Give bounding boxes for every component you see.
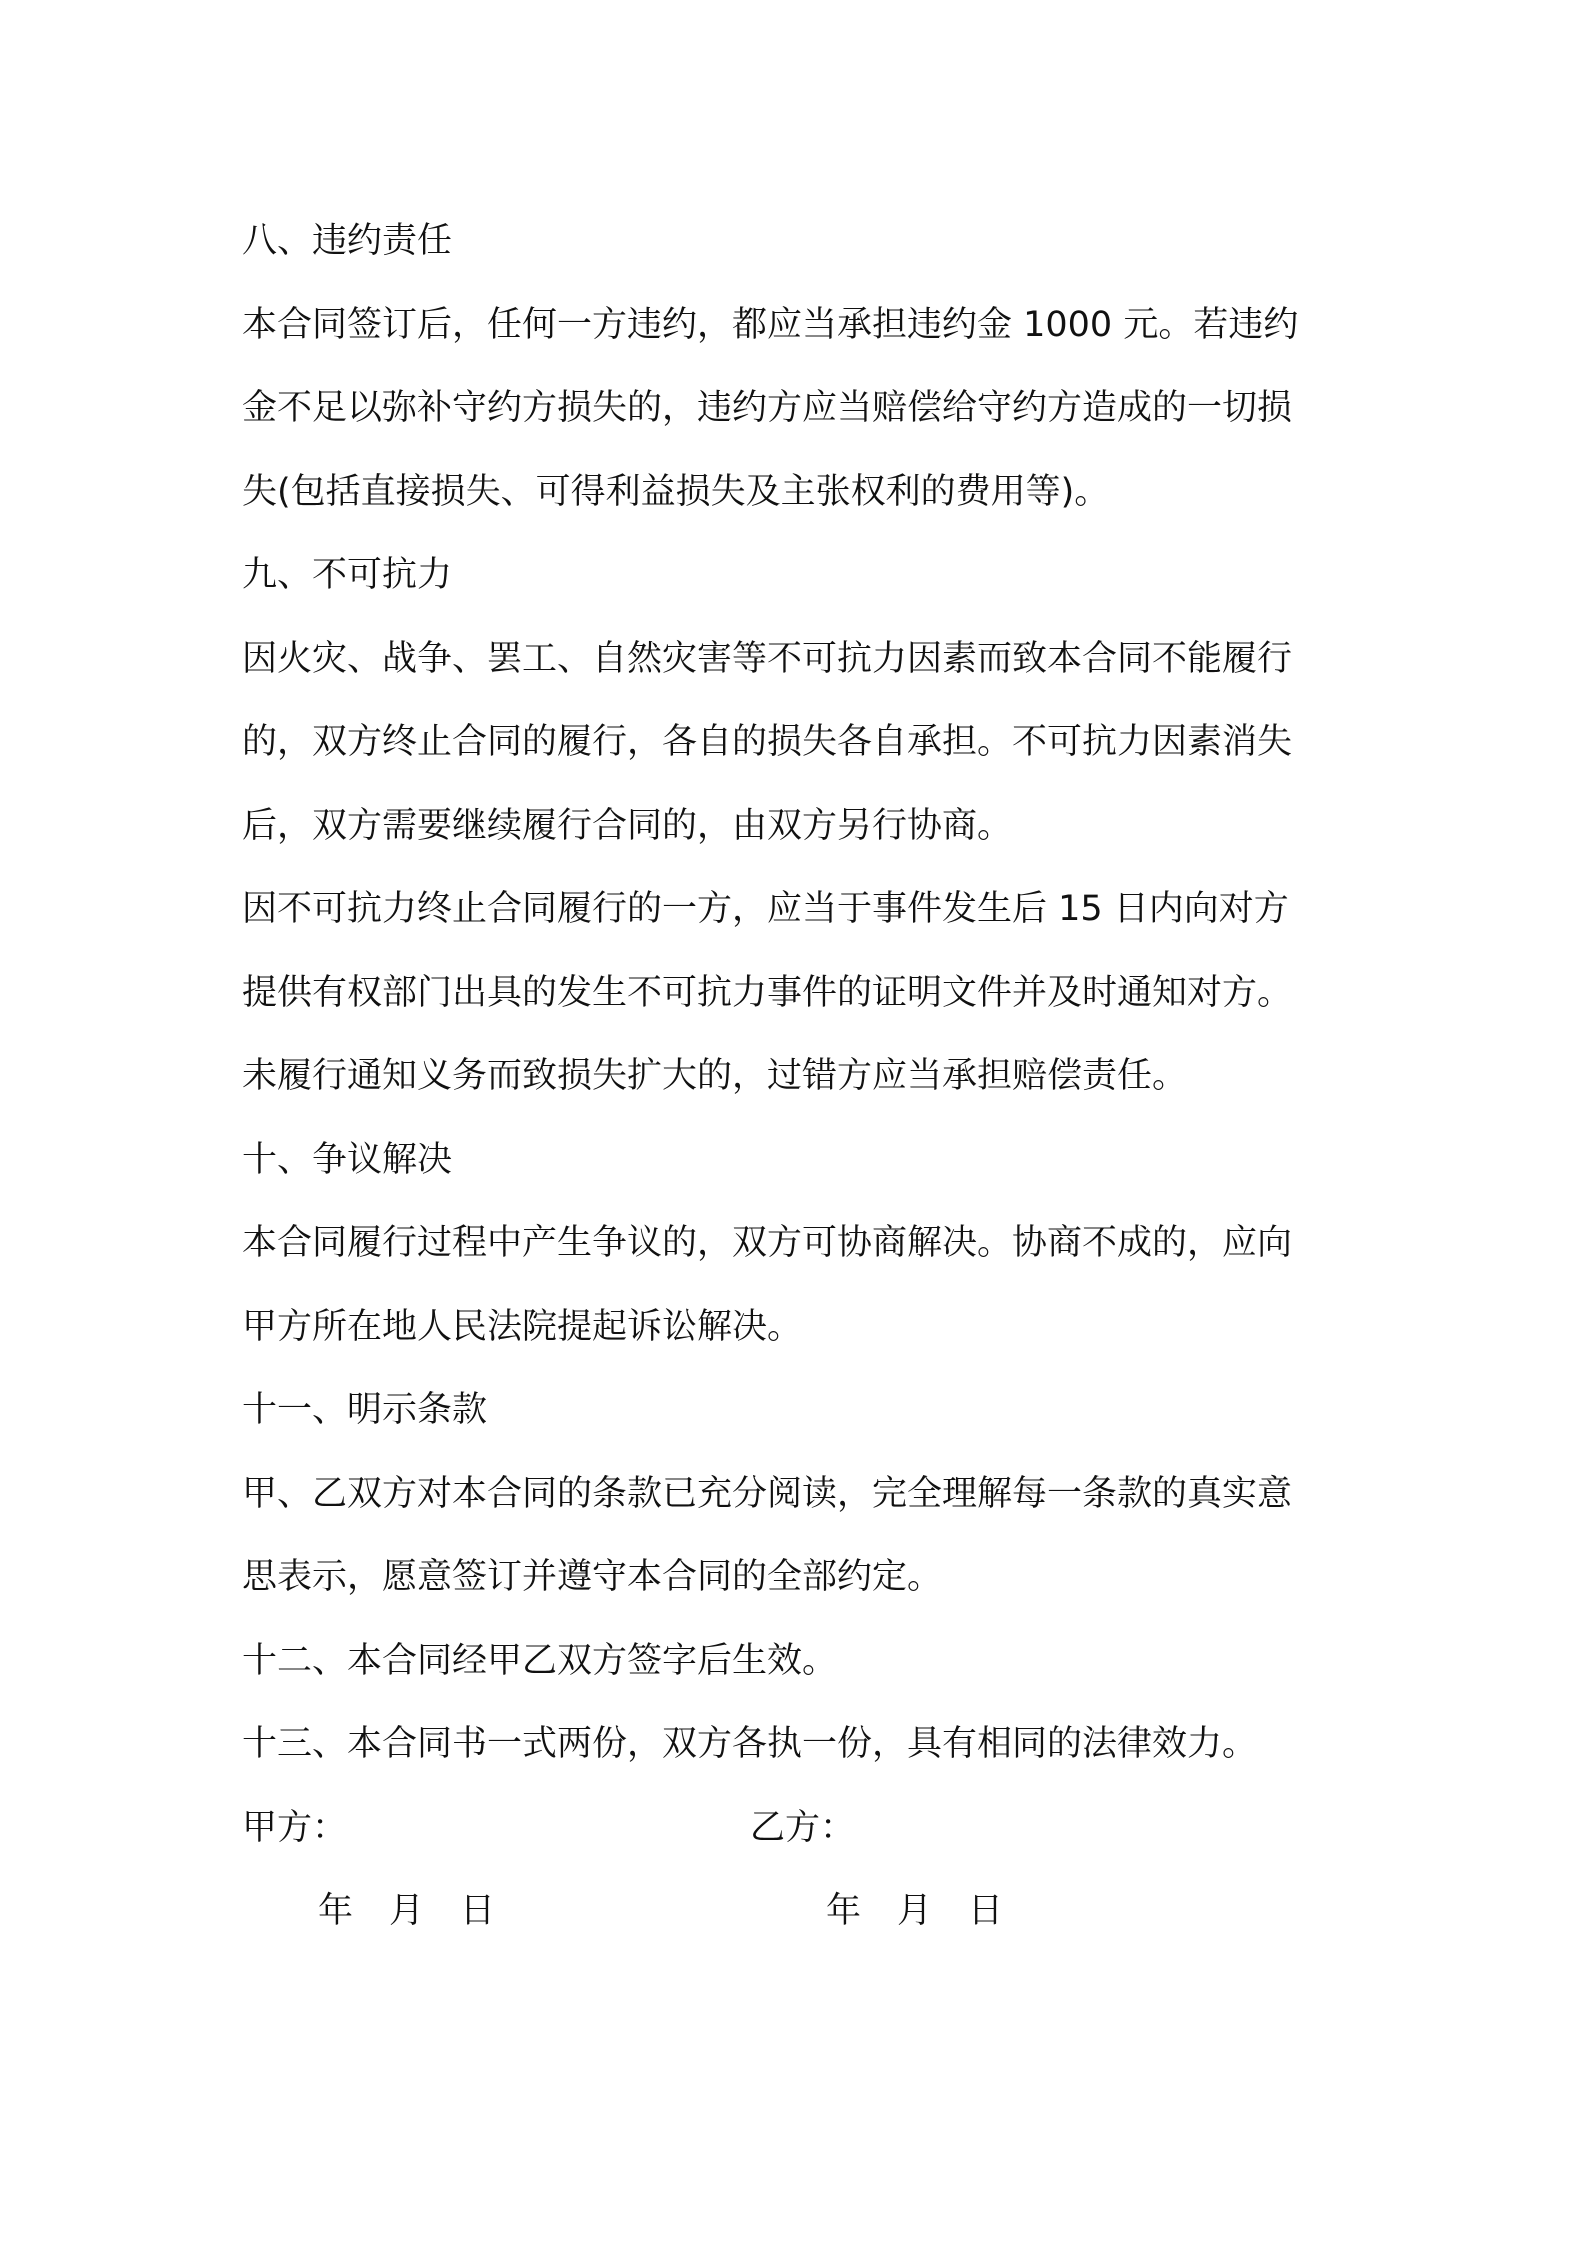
date-year-label: 年 xyxy=(826,1891,862,1931)
section-heading-breach: 八、违约责任 xyxy=(242,221,453,261)
date-row xyxy=(242,1870,1358,1954)
date-day-label: 日 xyxy=(968,1891,1004,1931)
section-heading-dispute-resolution: 十、争议解决 xyxy=(242,1139,453,1180)
section-heading-express-terms: 十一、明示条款 xyxy=(242,1390,488,1430)
paragraph-line: 本合同履行过程中产生争议的，双方可协商解决。协商不成的，应向 xyxy=(242,1223,1293,1263)
paragraph-line: 提供有权部门出具的发生不可抗力事件的证明文件并及时通知对方。 xyxy=(242,972,1293,1013)
contract-content xyxy=(242,200,1358,1954)
date-year-label: 年 xyxy=(318,1891,354,1931)
paragraph-line: 甲方所在地人民法院提起诉讼解决。 xyxy=(242,1306,803,1347)
paragraph-line: 因火灾、战争、罢工、自然灾害等不可抗力因素而致本合同不能履行 xyxy=(242,638,1293,679)
paragraph-line: 失(包括直接损失、可得利益损失及主张权利的费用等)。 xyxy=(242,471,1110,512)
section-heading-copies: 十三、本合同书一式两份，双方各执一份，具有相同的法律效力。 xyxy=(242,1724,1258,1764)
party-a-date xyxy=(318,1870,495,1954)
paragraph-line: 金不足以弥补守约方损失的，违约方应当赔偿给守约方造成的一切损 xyxy=(242,388,1293,428)
paragraph-line: 未履行通知义务而致损失扩大的，过错方应当承担赔偿责任。 xyxy=(242,1056,1188,1096)
party-a-label: 甲方： xyxy=(242,1807,348,1848)
paragraph-line: 甲、乙双方对本合同的条款已充分阅读，完全理解每一条款的真实意 xyxy=(242,1473,1293,1514)
party-b-date xyxy=(826,1870,1003,1954)
paragraph-line: 的，双方终止合同的履行，各自的损失各自承担。不可抗力因素消失 xyxy=(242,722,1293,762)
date-day-label: 日 xyxy=(460,1891,496,1931)
section-heading-effectiveness: 十二、本合同经甲乙双方签字后生效。 xyxy=(242,1640,838,1681)
signature-row xyxy=(242,1787,1358,1871)
paragraph-line: 后，双方需要继续履行合同的，由双方另行协商。 xyxy=(242,805,1013,846)
date-month-label: 月 xyxy=(389,1891,425,1931)
paragraph-line: 因不可抗力终止合同履行的一方，应当于事件发生后 15 日内向对方 xyxy=(242,889,1289,929)
paragraph-line: 思表示，愿意签订并遵守本合同的全部约定。 xyxy=(242,1557,943,1597)
party-b-label: 乙方： xyxy=(750,1807,856,1848)
section-heading-force-majeure: 九、不可抗力 xyxy=(242,555,453,595)
paragraph-line: 本合同签订后，任何一方违约，都应当承担违约金 1000 元。若违约 xyxy=(242,304,1299,345)
date-month-label: 月 xyxy=(897,1891,933,1931)
